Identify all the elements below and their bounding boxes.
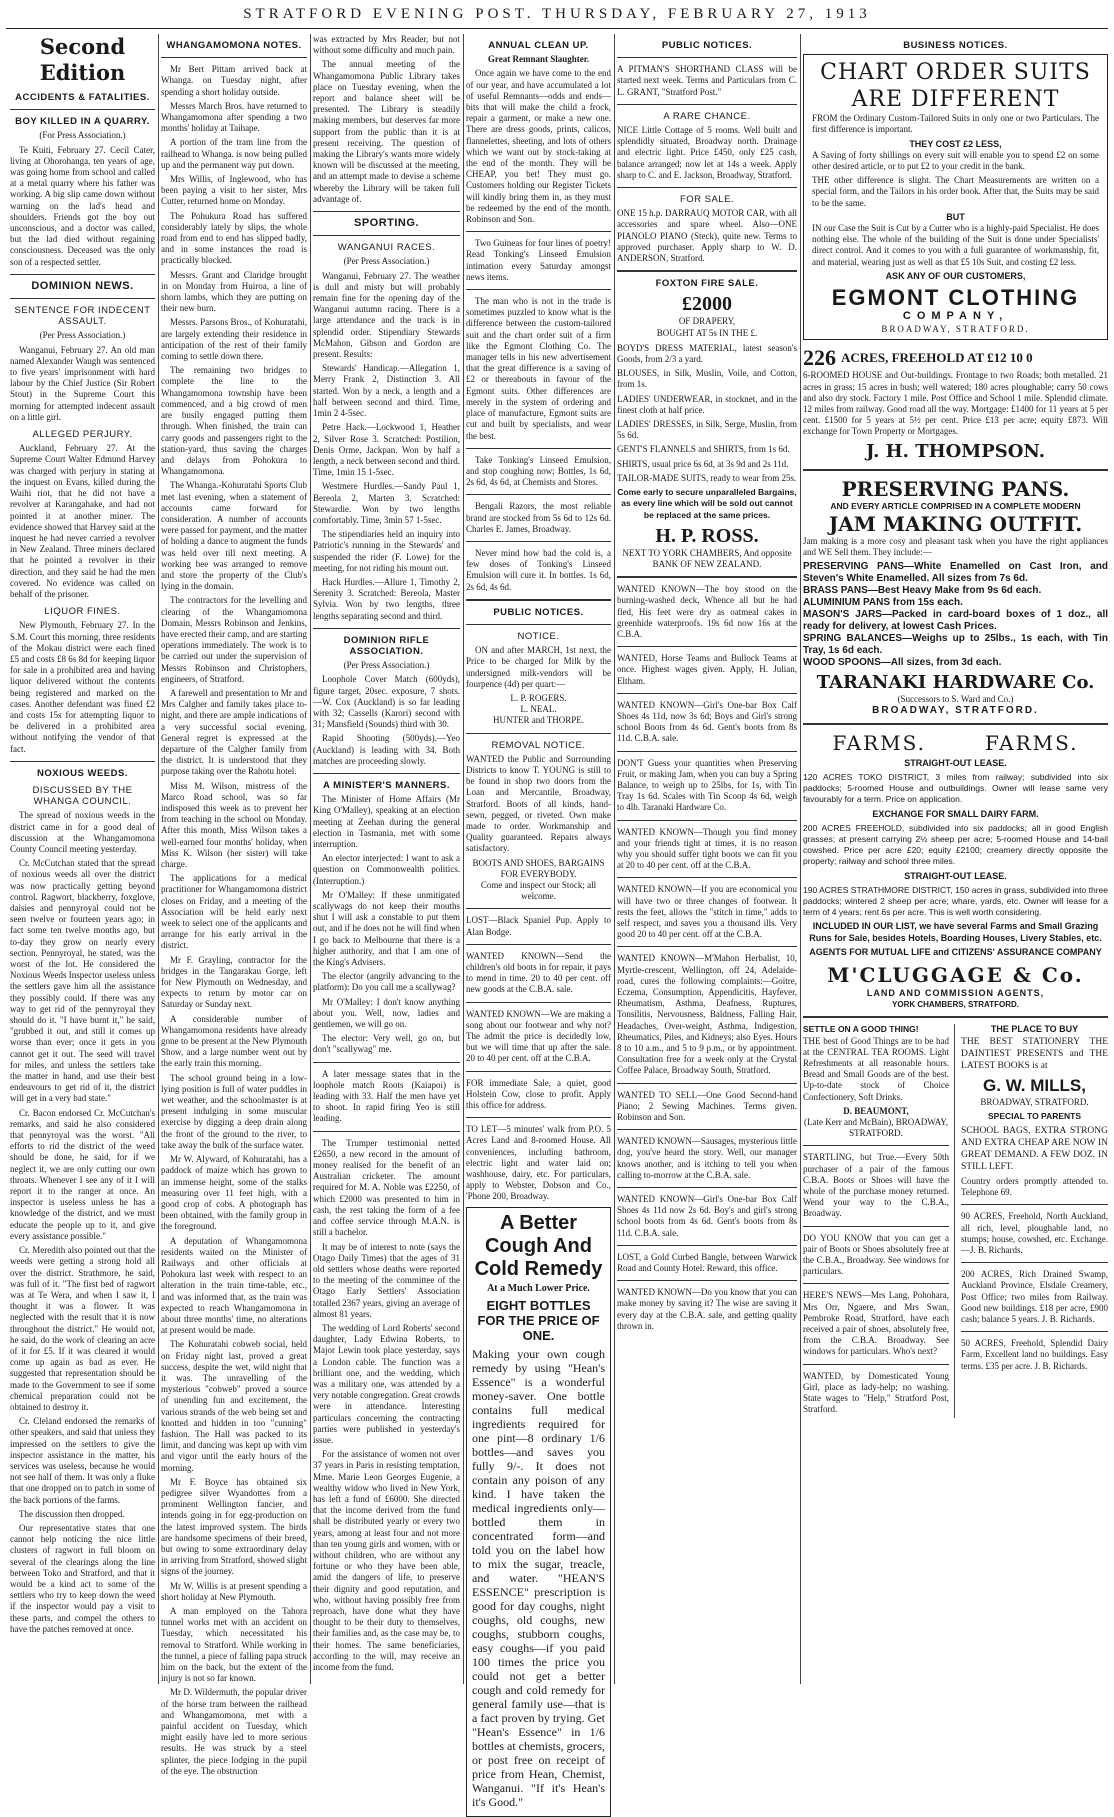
article-heading: WANGANUI RACES. bbox=[337, 242, 436, 254]
article-text: The stipendiaries held an inquiry into Patriotic's running in the Stewards' and suspended the rider (F. Lowe) for the meeting, for not riding his mount out. bbox=[313, 529, 460, 573]
ad-text: IN our Case the Suit is Cut by a Cutter who is a highly-paid Specialist. He does nothing else. The whole of the building of the Suit is done under Specialists' direct control. And it comes to you with a full guarantee of workmanship, fit, and material, wearing just as well as that £5 10s Suit, and costing £2 less. bbox=[812, 223, 1099, 267]
article-subheading: DISCUSSED BY THE WHANGA COUNCIL. bbox=[32, 784, 133, 808]
article-text: Te Kuiti, February 27. Cecil Cater, living at Ohorohanga, ten years of age, was going home from school and called at a metal quarry where his father was working. A big slip came down without warning on the lad's head and shoulders. Friends got the boy out unconscious, and a doctor was called, but the lad died without regaining consciousness. Deceased was the only son of a respected settler. bbox=[10, 144, 155, 267]
column-rule bbox=[310, 34, 311, 1684]
ad-item: BRASS PANS—Best Heavy Make from 9s 6d each. bbox=[803, 585, 1042, 597]
notice-text: TO LET—5 minutes' walk from P.O. 5 Acres Land and 8-roomed House. All conveniences, including bathroom, electric light and water laid on; washhouse, dairy, etc. For particulars, apply to Webster, Dobson and Co., 'Phone 200, Broadway. bbox=[466, 1124, 611, 1202]
sale-note: Come early to secure unparalleled Bargains, as every line which will be sold out cannot be replaced at the same prices. bbox=[617, 487, 797, 520]
press-credit: (For Press Association.) bbox=[39, 130, 126, 141]
ad-firm-sub: (Successors to S. Ward and Co.) bbox=[897, 694, 1014, 705]
article-heading: DOMINION RIFLE ASSOCIATION. bbox=[343, 634, 430, 657]
ad-address: BROADWAY, STRATFORD. bbox=[872, 705, 1039, 717]
wanted-notice: WANTED KNOWN—Girl's One-bar Box Calf Shoes 4s 11d, now 3s 6d; Boys and Girl's strong school Boots from 4s 6d. Gent's boots from 8s 11d. C.B.A. sale. bbox=[617, 699, 797, 744]
article-text: Messrs March Bros. have returned to Whangamomona after spending a two months' holiday at Taihape. bbox=[161, 100, 307, 134]
article-text: The Whanga.-Kohuratahi Sports Club met last evening, when a statement of accounts came forward for consideration. A number of accounts were passed for payment, and the matter of holding a dance to augment the funds was held over till next meeting. A working bee was arranged to remove and store the property of the Club's lying in the domain. bbox=[161, 480, 307, 592]
article-text: Messrs. Grant and Claridge brought in on Monday from Huiroa, a line of shorn lambs, which they are putting on their new burn. bbox=[161, 269, 307, 314]
ad-text: Country orders promptly attended to. Telephone 69. bbox=[961, 1175, 1108, 1198]
article-heading: NOXIOUS WEEDS. bbox=[37, 767, 128, 779]
ad-item: SPRING BALANCES—Weighs up to 25lbs., 1s each, with Tin Tray, 1s 6d each. bbox=[803, 633, 1108, 657]
wanted-notice: WANTED TO SELL—One Good Second-hand Piano; 2 Sewing Machines. Terms given. Robinson and Son. bbox=[617, 1089, 797, 1123]
ad-title: FARMS. bbox=[832, 730, 926, 755]
article-text: Hack Hurdles.—Allure 1, Timothy 2, Serenity 3. Scratched: Bereola, Master Sylvia. Won by two lengths, three lengths separating second and third. bbox=[313, 576, 460, 621]
wanted-notice: LOST, a Gold Curbed Bangle, between Warwick Road and County Hotel. Reward, this office. bbox=[617, 1251, 797, 1274]
press-credit: (Per Press Association.) bbox=[39, 330, 126, 341]
article-text: A man employed on the Tahora tunnel works met with an accident on Tuesday, which necessitated his removal to Stratford. While working in the tunnel, a piece of falling papa struck him on the back, but the extent of the injury is not so far known. bbox=[161, 1606, 307, 1684]
ad-subtitle: AND EVERY ARTICLE COMPRISED IN A COMPLETE MODERN bbox=[830, 500, 1081, 511]
article-text: The school ground being in a low-lying position is full of water puddles in wet weather, and the schoolmaster is at present indulging in some muscular exercise by digging a deep drain along the front of the ground to the river, to take away the bulk of the surface water. bbox=[161, 1072, 307, 1150]
article-text: The Kohuratahi cobweb social, held on Friday night last, proved a great success, despite the wet, wild night that it was. The unravelling of the mysterious "cobweb" proved a source of unending fun and excitement, the various strands of the web being set and knotted and hidden in too "cunning" fashion. The Hall was packed to its limit, and dancing was kept up with vim and vigor until the early hours of the morning. bbox=[161, 1339, 307, 1473]
advertisement-egmont bbox=[803, 54, 1108, 340]
ad-subtitle: SPECIAL TO PARENTS bbox=[987, 1110, 1082, 1121]
article-text: A later message states that in the loophole match Roots (Kaiapoi) is leading with 33. Half the men have yet to shoot. In rapid firing Yeo is still leading. bbox=[313, 1068, 460, 1124]
ad-text: AGENTS FOR MUTUAL LIFE and CITIZENS' ASSURANCE COMPANY bbox=[809, 946, 1102, 957]
article-text: It may be of interest to note (says the Otago Daily Times) that the ages of 31 old settlers whose deaths were reported to the meeting of the committee of the Otago Early Settlers' Association totalled 2367 years, giving an average of almost 81 years. bbox=[313, 1241, 460, 1319]
edition-title: Second Edition bbox=[39, 34, 126, 85]
article-text: A deputation of Whangamomona residents waited on the Minister of Railways and other officials at Pohokura last week with respect to an alteration in the train time-table, etc., and was informed that, as the train was expected to reach Whangamomona in about three months' time, no alterations at present would be made. bbox=[161, 1235, 307, 1336]
article-text: Westmere Hurdles.—Sandy Paul 1, Bereola 2, Marten 3. Scratched: Stewardie. Won by two lengths comfortably. Time, 3min 57 1-5sec. bbox=[313, 481, 460, 525]
notice-text: Never mind how bad the cold is, a few doses of Tonking's Linseed Emulsion will cure it. In bottles. 1s 6d, 2s 6d, 4s 6d. bbox=[466, 547, 611, 592]
ad-text: THEY COST £2 LESS, bbox=[909, 138, 1002, 149]
article-text: Cr. McCutchan stated that the spread of noxious weeds all over the district was now practically getting beyond control. Ragwort, blackberry, foxglove, daisies and pennyroyal could not be seen twelve or fourteen years ago; in fact some ten twelve months ago, but to-day they grow on nearly every section. Pennyroyal, he stated, was the worst of the lot. He considered the Noxious Weeds Inspector useless unless the settlers gave him all the assistance they possibly could. If there was any way to get rid of the pennyroyal they should do it. "I have burnt it," he said, "grubbed it out, and still it comes up worse than ever; once it gets in you cannot get it out. The seed will travel for miles, and unless the settlers take the matter in hand, and use their best endeavours to get rid of it, the district will get in a very bad state." bbox=[10, 858, 155, 1104]
ad-subtitle: EXCHANGE FOR SMALL DAIRY FARM. bbox=[872, 808, 1039, 819]
land-listing: 50 ACRES, Freehold, Splendid Dairy Farm, Excellent land no buildings. Easy terms. £35 per acre. J. B. Richards. bbox=[961, 1338, 1108, 1371]
article-text: Wanganui, February 27. An old man named Alexander Waugh was sentenced to five years' imprisonment with hard labour by the Chief Justice (Sir Robert Stout) in the Supreme Court this morning for attempted indecent assault on a little girl. bbox=[10, 344, 155, 422]
notice-heading: NOTICE. bbox=[517, 630, 560, 642]
wanted-notice: WANTED KNOWN—Girl's One-bar Box Calf Shoes 4s 11d now 2s 6d. Boy's and girl's strong school boots from 4s 6d. Gent's boots from 8s 11d. C.B.A. sale. bbox=[617, 1194, 797, 1238]
sale-item: LADIES' DRESSES, in Silk, Serge, Muslin, from 5s 6d. bbox=[617, 419, 797, 441]
wanted-notice: DON'T Guess your quantities when Preserving Fruit, or making Jam, when you can buy a Spring Balance, to weigh up to 25lbs, for 1s, with Tin Tray 1s 6d. Scales with Tin Scoop 4s 6d, weigh to 4lb. Taranaki Hardware Co. bbox=[617, 757, 797, 813]
notice-text: ONE 15 h.p. DARRAUQ MOTOR CAR, with all accessories and spare wheel. Also—ONE PIANOLO PIANO (Steck), quite new. Terms to approved purchaser. Apply sharp to W. D. ANDERSON, Stratford. bbox=[617, 208, 797, 264]
ad-text: THE BEST STATIONERY THE DAINTIEST PRESENTS and THE LATEST BOOKS is at bbox=[961, 1036, 1108, 1071]
column-rule bbox=[158, 34, 159, 1684]
article-heading: LIQUOR FINES. bbox=[44, 606, 121, 618]
fire-sale-drapery: OF DRAPERY, bbox=[678, 316, 736, 327]
article-heading: A MINISTER'S MANNERS. bbox=[323, 779, 450, 791]
column-4 bbox=[466, 34, 611, 1809]
ad-text: INCLUDED IN OUR LIST, we have several Farms and Small Grazing Runs for Sale, besides Hotels, Boarding Houses, Livery Stables, etc. bbox=[809, 921, 1102, 943]
ad-title: A Better Cough And Cold Remedy bbox=[474, 1211, 603, 1280]
article-text: Stewards' Handicap.—Allegation 1, Merry Frank 2, Distinction 3. All started. Won by a neck, a length and a half between second and third. Time, 1min 2 4-5sec. bbox=[313, 363, 460, 419]
article-heading: WHANGAMOMONA NOTES. bbox=[166, 40, 302, 51]
ad-text: DO YOU KNOW that you can get a pair of Boots or Shoes absolutely free at the C.B.A., Broadway. See windows for particulars. bbox=[803, 1232, 950, 1277]
wanted-notice: WANTED, Horse Teams and Bullock Teams at once. Highest wages given. Apply, H. Julian, Eltham. bbox=[617, 653, 797, 686]
ad-firm-sub: LAND AND COMMISSION AGENTS, bbox=[866, 987, 1045, 998]
section-heading: DOMINION NEWS. bbox=[31, 279, 134, 292]
article-text: Messrs. Parsons Bros., of Kohuratahi, are largely extending their residence in anticipation of the rest of their family coming to settle down there. bbox=[161, 317, 307, 362]
farm-listing: 120 ACRES TOKO DISTRICT, 3 miles from railway; subdivided into six paddocks; 5-roomed House and outbuildings. Owner will lease same very favourably for a term. Price on application. bbox=[803, 771, 1108, 805]
article-text: Wanganui, February 27. The weather is dull and misty but will probably remain fine for the opening day of the Wanganui autumn racing. There is a large attendance and the track is in splendid order. Stipendiary Stewards McMahon, Gibson and Gordon are present. Results: bbox=[313, 270, 460, 360]
ad-firm: G. W. MILLS, bbox=[983, 1075, 1086, 1095]
notice-text: Come and inspect our Stock; all welcome. bbox=[480, 880, 597, 902]
notice-text: A PITMAN'S SHORTHAND CLASS will be started next week. Terms and Particulars from C. L. GRANT, "Stratford Post." bbox=[617, 64, 797, 97]
wanted-notice: WANTED KNOWN—Though you find money and your friends tight at times, it is no reason why you should suffer tight boots we can fit you at 20 to 40 per cent. off at the C.B.A. bbox=[617, 826, 797, 871]
notice-text: NICE Little Cottage of 5 rooms. Well built and splendidly situated, Broadway north. Drainage and electric light. Price £450, only £25 cash, balance arranged; now let at 14s a week. Apply sharp to C. and E. Jackson, Broadway, Stratford. bbox=[617, 125, 797, 180]
sale-item: SHIRTS, usual price 6s 6d, at 3s 9d and 2s 11d. bbox=[617, 458, 789, 469]
ad-firm-sub: COMPANY, bbox=[902, 310, 1009, 323]
article-text: Auckland, February 27. At the Supreme Court Walter Edmund Harvey was charged with perjury in stating at the inquest on Evans, killed during the Waihi riot, that he did not have a revolver at Karangahake, and had not pointed it at another miner. The evidence showed that Harvey said at the inquest he had never carried a revolver in New Zealand. Three miners declared that he pointed a revolver in their direction, and they said he had the men covered. No evidence was called on behalf of the prisoner. bbox=[10, 443, 155, 599]
ad-subtitle: STRAIGHT-OUT LEASE. bbox=[904, 870, 1007, 881]
wanted-notice: WANTED KNOWN—Do you know that you can make money by saving it? The wise are saving it every day at the C.B.A. sale, and getting quality thrown in. bbox=[617, 1287, 797, 1331]
advertisement-heans bbox=[466, 1207, 611, 1817]
sale-item: TAILOR-MADE SUITS, ready to wear from 25s. bbox=[617, 472, 797, 483]
firm-address: NEXT TO YORK CHAMBERS, And opposite BANK OF NEW ZEALAND. bbox=[622, 547, 792, 569]
wanted-notice: WANTED KNOWN—Sausages, mysterious little dog, you've heard the story. Well, our manager knows another, and is itching to tell you when calling to-morrow at the C.B.A. sale. bbox=[617, 1136, 797, 1180]
advertisement-thompson bbox=[803, 346, 1108, 462]
ad-text: THE other difference is slight. The Chart Measurements are written on a special form, and the Tailors in his order book. After that, the Suits may be said to be the same. bbox=[812, 175, 1099, 208]
ad-text: ASK ANY OF OUR CUSTOMERS, bbox=[885, 270, 1026, 281]
vendor-name: L. P. ROGERS. bbox=[510, 692, 567, 703]
notice-heading: REMOVAL NOTICE. bbox=[491, 739, 586, 751]
bottom-ads-right bbox=[961, 1024, 1108, 1418]
section-heading: PUBLIC NOTICES. bbox=[493, 606, 584, 618]
fire-sale-amount: £2000 bbox=[682, 293, 732, 316]
ad-text: WANTED, by Domesticated Young Girl, place as lady-help; no washing. State wages to "Help," Stratford Post, Stratford. bbox=[803, 1370, 950, 1415]
article-text: Cr. Meredith also pointed out that the weeds were getting a strong hold all over the district. Strathmore, he said, was full of it. "The first bed of ragwort was at Te Wera, and when I saw it, I thought it was a flower. It was neglected with the result that it is now throughout the district." He would not, he said, do the work of clearing an acre of it for £5. If it was cleared it would come up again as bad as ever. He suggested that representation should be made to the Government to see if some chemical preparation could not be obtained to destroy it. bbox=[10, 1245, 155, 1412]
sale-item: BLOUSES, in Silk, Muslin, Voile, and Cotton, from 1s. bbox=[617, 368, 797, 390]
notice-text: ON and after MARCH, 1st next, the Price to be charged for Milk by the undersigned milk-vendors will be fourpence (4d) per quart:— bbox=[466, 645, 611, 689]
ad-text: Jam making is a more cosy and pleasant task when you have the right appliances and WE Sell them. They include:— bbox=[803, 535, 1108, 558]
ad-address: YORK CHAMBERS, STRATFORD. bbox=[892, 1000, 1019, 1010]
sale-item: LADIES' UNDERWEAR, in stocknet, and in the finest cloth at half price. bbox=[617, 393, 797, 415]
ad-title: FARMS. bbox=[985, 730, 1079, 755]
ad-text: STARTLING, but True.—Every 50th purchaser of a pair of the famous C.B.A. Boots or Shoes will have the whole of the purchase money returned. Wend your way to the C.B.A., Broadway. bbox=[803, 1152, 950, 1219]
ad-item: ALUMINIUM PANS from 15s each. bbox=[803, 597, 963, 609]
ad-firm: TARANAKI HARDWARE Co. bbox=[816, 672, 1095, 694]
ad-firm: EGMONT CLOTHING bbox=[831, 285, 1080, 311]
article-text: The discussion then dropped. bbox=[19, 1508, 125, 1519]
article-text: Cr. Cleland endorsed the remarks of other speakers, and said that unless they impressed on the settlers to give the inspector assistance in the matter, his services was useless, because he would not see half of them. It was only a fluke that one dropped on to patch in some of the back portions of the farms. bbox=[10, 1416, 155, 1505]
article-text: The wedding of Lord Roberts' second daughter, Lady Edwina Roberts, to Major Lewin took place yesterday, says a London cable. The function was a brilliant one, and the wedding, which was a military one, was attended by a very notable congregation. Great crowds were in attendance. Interesting particulars concerning the contracting parties were published in yesterday's issue. bbox=[313, 1322, 460, 1445]
ad-address: BROADWAY, STRATFORD. bbox=[980, 1096, 1089, 1107]
fire-sale-bought: BOUGHT AT 5s IN THE £. bbox=[656, 327, 758, 338]
notice-text: WANTED KNOWN—Send the children's old boots in for repair, it pays to mend in time. 20 to 40 per cent. off new goods at the C.B.A. sale. bbox=[466, 950, 611, 995]
article-text: Rapid Shooting (500yds).—Yeo (Auckland) is leading with 34. Both matches are proceeding slowly. bbox=[313, 733, 460, 766]
article-text: The annual meeting of the Whangamomona Public Library takes place on Tuesday evening, when the report and balance sheet will be presented. The Library is steadily making members, but deserves far more support from the public than it is at present receiving. The question of making the Library's wants more widely known will be discussed at the meeting, and an attempt made to devise a scheme whereby the Library will be taken full advantage of. bbox=[313, 59, 460, 204]
wanted-notice: WANTED KNOWN—If you are economical you will have two or three changes of footwear. It rests the feet, allows the "stitch in time," adds to self respect, and saves you a thousand ills. Very good 20 to 40 per cent. off at the C.B.A. bbox=[617, 884, 797, 940]
bottom-ads-left bbox=[803, 1024, 955, 1418]
press-credit: (Per Press Association.) bbox=[343, 660, 430, 671]
ad-title: PRESERVING PANS. bbox=[841, 476, 1070, 501]
article-heading: BOY KILLED IN A QUARRY. bbox=[15, 116, 150, 128]
article-text: A portion of the tram line from the railhead to Whanga. is now being pulled up and the permanent way put down. bbox=[161, 137, 307, 170]
column-rule bbox=[463, 34, 464, 1684]
ad-heading: FOXTON FIRE SALE. bbox=[655, 278, 759, 290]
ad-text: THE best of Good Things are to be had at the CENTRAL TEA ROOMS. Light Refreshments at all reasonable hours. Bread and Small Goods are of the best. Up-to-date stock of Choice Confectionery, Soft Drinks. bbox=[803, 1035, 950, 1102]
ad-text: HERE'S NEWS—Mrs Lang, Pohohara, Mrs Orr, Ngaere, and Mrs Swan, Pembroke Road, Stratford, have each received a pair of shoes, absolutely free, from the C.B.A. Broadway. See windows for particulars. Who's next? bbox=[803, 1290, 950, 1357]
column-rule bbox=[800, 34, 801, 1684]
bottom-ads bbox=[803, 1024, 1108, 1418]
notice-text: LOST—Black Spaniel Pup. Apply to Alan Bodge. bbox=[466, 915, 611, 937]
article-text: Our representative states that one cannot help noticing the nice little clusters of ragwort in full bloom on several of the clearings along the line between Toko and Stratford, and that it would be a kind act to some of the settlers who try to keep down the weed if the inspector would pay a visit to these parts, and compel the others to have the patches removed at once. bbox=[10, 1522, 155, 1634]
ad-heading: THE PLACE TO BUY bbox=[990, 1024, 1079, 1035]
farm-text: 6-ROOMED HOUSE and Out-buildings. Frontage to two Roads; both metalled. 21 acres in grass; 15 acres in bush; well watered; 180 acres ploughable; carry 50 cows and also dry stock. Factory 1 mile. Post Office and School 1 mile. Splendid climate. 12 miles from railway. Good road all the way. Mortgage: £1400 for 11 years at 5 per cent. £1500 for 5 years at 5½ per cent. Price £13 per acre; equity £873. Will exchange for Town Property or Mortgages. bbox=[803, 370, 1108, 437]
ad-title: ARE DIFFERENT bbox=[851, 87, 1060, 113]
ad-item: MASON'S JARS—Packed in card-board boxes of 1 doz., all ready for delivery, at lowest Cash Prices. bbox=[803, 609, 1108, 633]
article-heading: ANNUAL CLEAN UP. bbox=[488, 40, 589, 51]
article-text: Mr W. Alyward, of Kohuratahi, has a paddock of maize which has grown to an immense height, some of the stalks measuring over 11 feet high, with a good crop of cobs. A photograph has been obtained, with the family group in the foreground. bbox=[161, 1154, 307, 1232]
advertisement-taranaki-hardware bbox=[803, 477, 1108, 717]
ad-body: Making your own cough remedy by using "Hean's Essence" is a wonderful money-saver. One bottle contains full medical ingredients required for one pint—8 ordinary 1/6 bottles—and saves you fully 9/-. It does not contain any poison of any kind. I have taken the medical ingredients only—bottled them in concentrated form—and told you on the label how to mix the sugar, treacle, and water. "HEAN'S ESSENCE" prescription is good for day coughs, night coughs, old coughs, new coughs, stubborn coughs, easy coughs—if you paid 100 times the price you could not get a better cough and cold remedy for general family use—that is a fact proven by trying. Get "Hean's Essence" in 1/6 bottles at chemists, grocers, or post free on receipt of price from Hean, Chemist, Wanganui. "If it's Hean's it's Good." bbox=[472, 1346, 605, 1809]
notice-heading: FOR SALE. bbox=[679, 194, 735, 206]
section-heading: ACCIDENTS & FATALITIES. bbox=[15, 92, 150, 103]
article-text: Mr O'Malley: I don't know anything about you. Well, now, ladies and gentlemen, we will go on. bbox=[313, 996, 460, 1030]
article-text: The Minister of Home Affairs (Mr King O'Malley), speaking at an election meeting at Zeehan during the general election in Tasmania, met with some interruption. bbox=[313, 794, 460, 849]
article-text: A considerable number of Whangamomona residents have already gone to be present at the New Plymouth Show, and a large number went out by the early train this morning. bbox=[161, 1013, 307, 1069]
article-text: New Plymouth, February 27. In the S.M. Court this morning, three residents of the Mokau district were each fined £5 and costs £8 6s 8d for keeping liquor for sale in a prohibited area and having liquor delivered without the contents being registered and marked on the cases. Another defendant was fined £2 and costs 15s for attempting liquor to be delivered in a prohibited area without notifying the vendor of that fact. bbox=[10, 620, 155, 754]
ad-title: JAM MAKING OUTFIT. bbox=[828, 511, 1083, 536]
masthead-rule bbox=[6, 28, 1108, 29]
column-5 bbox=[617, 34, 797, 1684]
article-text: A farewell and presentation to Mr and Mrs Calgher and family takes place to-night, and there are ample indications of a very successful social evening. General regret is expressed at the departure of the Calgher family from the district. It is understood that they purpose taking over the Rahotu hotel. bbox=[161, 687, 307, 777]
notice-text: Bengali Razors, the most reliable brand are stocked from 5s 6d to 12s 6d. Charles E. James, Broadway. bbox=[466, 501, 611, 534]
article-text: Mr Bert Pittam arrived back at Whanga. on Tuesday night, after spending a short holiday outside. bbox=[161, 64, 307, 97]
notice-heading: A RARE CHANCE. bbox=[663, 110, 751, 122]
column-3 bbox=[313, 34, 460, 1684]
ad-text: A Saving of forty shillings on every suit will enable you to spend £2 on some other desired article, or to put £2 to your credit in the bank. bbox=[812, 149, 1099, 172]
article-heading: ALLEGED PERJURY. bbox=[32, 429, 133, 441]
section-heading: PUBLIC NOTICES. bbox=[661, 40, 753, 51]
article-text: The remaining two bridges to complete the line to the Whangamomona township have been commenced, and a big crowd of men are busily engaged putting them through. When finished, the train can carry goods and passengers right to the station-yard, thus saving the charges and delays from Pohokura to Whangamomona. bbox=[161, 365, 307, 477]
farm-listing: 200 ACRES FREEHOLD, subdivided into six paddocks; all in good English grasses; at present carrying 2½ sheep per acre; 5-roomed House and 14-bail cowshed. Price per acre £20; equity £2100; creamery directly opposite the property; railway and school three miles. bbox=[803, 822, 1108, 867]
farm-acres: 226 bbox=[803, 345, 836, 371]
column-1 bbox=[10, 34, 155, 1684]
notice-text: Two Guineas for four lines of poetry! Read Tonking's Linseed Emulsion intimation every Saturday amongst news items. bbox=[466, 238, 611, 282]
article-text: Petre Hack.—Lockwood 1, Heather 2, Silver Rose 3. Scratched: Postilion, Denis Orme, Jackpan. Won by half a length, a neck between second and third. Time, 1min 15 1-5sec. bbox=[313, 422, 460, 478]
ad-heading: EIGHT BOTTLES FOR THE PRICE OF ONE. bbox=[477, 1297, 600, 1343]
article-text: Mr D. Wildermuth, the popular driver of the horse tram between the railhead and Whangamomona, met with a painful accident on Tuesday, which might easily have led to more serious results. He was struck by a steel splinter, the piece lodging in the pupil of the eye. The obstruction bbox=[161, 1687, 307, 1776]
ad-heading: SETTLE ON A GOOD THING! bbox=[803, 1024, 919, 1035]
sale-item: BOYD'S DRESS MATERIAL, latest season's Goods, from 2/3 a yard. bbox=[617, 342, 797, 365]
article-text: The Pohukura Road has suffered considerably lately by slips, the whole road from end to end has slipped badly, and in some instances the road is practically blocked. bbox=[161, 210, 307, 266]
article-text: The contractors for the levelling and clearing of the Whangamomona Domain, Messrs Robinson and Jenkins, have erected their camp, and are starting operations immediately. The work is to be carried out under the supervision of Messrs Robinson and Christophers, engineers, of Stratford. bbox=[161, 595, 307, 684]
article-text: An elector interjected: I want to ask a question on Commonwealth politics. (Interruption.) bbox=[313, 853, 460, 886]
ad-text: SCHOOL BAGS, EXTRA STRONG AND EXTRA CHEAP ARE NOW IN GREAT DEMAND. A FEW DOZ. IN STILL LEFT. bbox=[961, 1125, 1108, 1172]
notice-text: Take Tonking's Linseed Emulsion, and stop coughing now; Bottles, 1s 6d, 2s 6d, 4s 6d, at Chemists and Stores. bbox=[466, 454, 611, 488]
ad-firm: M'CLUGGAGE & Co. bbox=[827, 962, 1084, 987]
vendor-name: HUNTER and THORPE. bbox=[492, 715, 585, 726]
article-text: Loophole Cover Match (600yds), figure target, 20sec. exposure, 7 shots.—W. Cox (Auckland) is so far leading with 32; Cassells (Karori) second with 31; Mansfield (Sounds) third with 30. bbox=[313, 674, 460, 730]
farm-title: ACRES, FREEHOLD AT £12 10 0 bbox=[841, 350, 1033, 366]
farm-listing: 190 ACRES STRATHMORE DISTRICT, 150 acres in grass, subdivided into three paddocks; wintered 2 sheep per acre; whare, yards, etc. Owner will lease for a term of 4 years; rent 6s per acre. This is well worth considering. bbox=[803, 884, 1108, 918]
notice-text: The man who is not in the trade is sometimes puzzled to know what is the difference between the custom-tailored suit and the chart order suit of a firm like the Egmont Clothing Co. The manager tells in his new advertisement that the great difference is a saving of £2 or thereabouts in favour of the Egmont suits. Other differences are merely in the system of ordering and place of manufacture, Egmont suits are cut and built by specialists, and wear the best. bbox=[466, 296, 611, 441]
land-listing: 90 ACRES, Freehold, North Auckland, all rich, level, ploughable land, no stumps; house, cowshed, etc. Exchange.—J. B. Richards. bbox=[961, 1211, 1108, 1255]
article-text: Miss M. Wilson, mistress of the Marco Road school, was so far indisposed this week as to prevent her from teaching in the school on Monday. After this month, Miss Wilson takes a well-earned four months' holiday, when Miss K. Wilson (her sister) will take charge. bbox=[161, 780, 307, 870]
column-rule bbox=[614, 34, 615, 1684]
press-credit: (Per Press Association.) bbox=[343, 256, 430, 267]
wanted-notice: WANTED KNOWN—The boy stood on the burning-washed deck, Whence all but he had fled, His feet were dry as oatmeal cakes in greenhide waterproofs. 19s 6d now 16s at the C.B.A. bbox=[617, 584, 797, 639]
ad-firm: D. BEAUMONT, bbox=[843, 1105, 909, 1116]
notice-text: BOOTS AND SHOES, BARGAINS FOR EVERYBODY. bbox=[472, 857, 605, 879]
ad-subtitle: At a Much Lower Price. bbox=[487, 1282, 590, 1294]
section-heading: BUSINESS NOTICES. bbox=[903, 40, 1008, 51]
article-text: The applications for a medical practitioner for Whangamomona district closes on Friday, and a meeting of the Association will be held early next week to select one of the applicants and arrange for his early arrival in the district. bbox=[161, 873, 307, 951]
ad-address: BROADWAY, STRATFORD. bbox=[881, 324, 1030, 335]
article-text: For the assistance of women not over 37 years in Paris in resisting temptation, Mme. Marie Leon Georges Eugenie, a wealthy widow who lived in New York, has left a fund of £6000. She directed that the income derived from the fund shall be distributed yearly or every two years, among at least four and not more than ten young girls and women, with or without children, who are without any fortune or who they have been able, amid the dangers of life, to preserve their dignity and good reputation, and who, without having possibly free from reproach, have done what they have thought to be their duty to themselves, their families and, as the case may be, to their homes. The same beneficiaries, according to the will, may receive an income from the fund. bbox=[313, 1449, 460, 1673]
ad-address: (Late Kerr and McBain), BROADWAY, STRATFORD. bbox=[804, 1116, 948, 1139]
notice-text: FOR immediate Sale, a quiet, good Holstein Cow, close to profit. Apply this office for address. bbox=[466, 1077, 611, 1111]
ad-text: BUT bbox=[946, 211, 965, 222]
article-text: The elector: Very well, go on, but don't "scallywag" me. bbox=[313, 1033, 460, 1055]
firm-name: H. P. ROSS. bbox=[655, 524, 759, 547]
section-heading: SPORTING. bbox=[353, 217, 419, 230]
column-6 bbox=[803, 34, 1108, 1684]
notice-text: WANTED KNOWN—We are making a song about our footwear and why not? The admit the price is decidedly low, but we will time that up after the sale. 20 to 40 per cent. off at the C.B.A. bbox=[466, 1008, 611, 1064]
notice-text: WANTED the Public and Surrounding Districts to know T. YOUNG is still to be found in shop two doors from the Loan and Mercantile, Broadway, Stratford. Boots of all kinds, hand-sewn, pegged, or riveted. Own make made to order. Workmanship and Quality guaranteed. Repairs always satisfactory. bbox=[466, 753, 611, 854]
article-text: Mr W. Willis is at present spending a short holiday at New Plymouth. bbox=[161, 1580, 307, 1602]
ad-firm: J. H. THOMPSON. bbox=[866, 440, 1045, 462]
article-heading: SENTENCE FOR INDECENT ASSAULT. bbox=[14, 305, 151, 328]
article-text: Mrs Willis, of Inglewood, who has been paying a visit to her sister, Mrs Cutter, returned home on Monday. bbox=[161, 174, 307, 207]
ad-text: FROM the Ordinary Custom-Tailored Suits in only one or two Particulars. The first difference is important. bbox=[812, 113, 1099, 135]
ad-title: CHART ORDER SUITS bbox=[820, 60, 1091, 86]
notice-text: Once again we have come to the end of our year, and have accumulated a lot of useful Remnants—odds and ends—bits that will make the child a frock, repair a garment, or make a new one. There are dress goods, prints, calicos, flannelettes, sheeting, and lots of others which we want out by stock-taking at the end of the month. They will be CHEAP, you bet! They must go. Customers holding our Register Tickets will kindly bring them in, as they must be redeemed by the end of the month. Robinson and Son. bbox=[466, 68, 611, 225]
article-text: was extracted by Mrs Reader, but not without some difficulty and much pain. bbox=[313, 34, 460, 56]
article-text: Mr O'Malley: If these unmitigated scallywags do not keep their mouths shut I will ask a constable to put them out, and if he does not he will find when I go back to Melbourne that there is a higher authority, and that I am one of the King's Advisers. bbox=[313, 889, 460, 968]
land-listing: 200 ACRES, Rich Drained Swamp, Auckland Province, Elsdale Creamery, Post Office; two miles from Railway. Good new buildings. £18 per acre, £900 cash; balance 5 years. J. B. Richards. bbox=[961, 1269, 1108, 1324]
article-text: The spread of noxious weeds in the district came in for a good deal of discussion at the Whangamomona County Council meeting yesterday. bbox=[10, 810, 155, 854]
article-text: The elector (angrily advancing to the platform): Do you call me a scallywag? bbox=[313, 971, 460, 993]
masthead: STRATFORD EVENING POST. THURSDAY, FEBRUARY 27, 1913 bbox=[243, 6, 871, 22]
column-2 bbox=[161, 34, 307, 1776]
ad-item: PRESERVING PANS—White Enamelled on Cast Iron, and Steven's White Enamelled. All sizes from 7s 6d. bbox=[803, 561, 1108, 585]
article-text: The Trumper testimonial netted £2650, a new record in the amount of money realised for the benefit of an Australian cricketer. The amount required for M. A. Noble was £2250, of which £2000 was presented to him in cash, the rest taking the form of a fee and coffee service through M.A.N. is still a bachelor. bbox=[313, 1137, 460, 1238]
article-text: Mr F. Grayling, contractor for the bridges in the Tangarakau Gorge, left for New Plymouth on Wednesday, and expects to return by motor car on Saturday or Sunday next. bbox=[161, 954, 307, 1010]
ad-subtitle: STRAIGHT-OUT LEASE. bbox=[904, 757, 1007, 768]
article-text: Mr F. Boyce has obtained six pedigree silver Wyandottes from a prominent Wellington fancier, and intends going in for egg-production on the latest improved system. The birds are handsome specimens of their breed, but owing to some extraordinary delay in arriving from Stratford, showed slight signs of the journey. bbox=[161, 1476, 307, 1577]
ad-item: WOOD SPOONS—All sizes, from 3d each. bbox=[803, 657, 1002, 669]
article-text: Cr. Bacon endorsed Cr. McCutchan's remarks, and said he also considered that pennyroyal was the worst. "All efforts to rid the district of the weed should be done, he said, for if we neglect it, we are only cutting our own throats. Whenever I see any of it I will report it to the ranger at once. An inspector is useless unless he has a knowledge of the district, and we must educate the people up to it, and give every assistance possible." bbox=[10, 1107, 155, 1241]
article-subheading: Great Remnant Slaughter. bbox=[487, 54, 590, 65]
vendor-name: L. NEAL. bbox=[520, 704, 557, 715]
advertisement-mccluggage bbox=[803, 731, 1108, 1011]
wanted-notice: WANTED KNOWN—M'Mahon Herbalist, 10, Myrtle-crescent, Wellington, off 24, Adelaide-road, cures the following complaints:—Goitre, Eczema, Consumption, Appendicitis, Hayfever, Rheumatism, Asthma, Deafness, Ruptures, Tonsilitis, Nervousness, Baldness, Falling Hair, Headaches, Over-weight, Asthma, Indigestion, Rheumatics, Piles, and Kidneys; also Eyes. Hours 8 to 10 a.m., and 5 to 9 p.m., or by appointment. Consultation free for a week only at the Crystal Coffee Palace, Broadway South, Stratford. bbox=[617, 953, 797, 1076]
sale-item: GENT'S FLANNELS and SHIRTS, from 1s 6d. bbox=[617, 444, 790, 455]
